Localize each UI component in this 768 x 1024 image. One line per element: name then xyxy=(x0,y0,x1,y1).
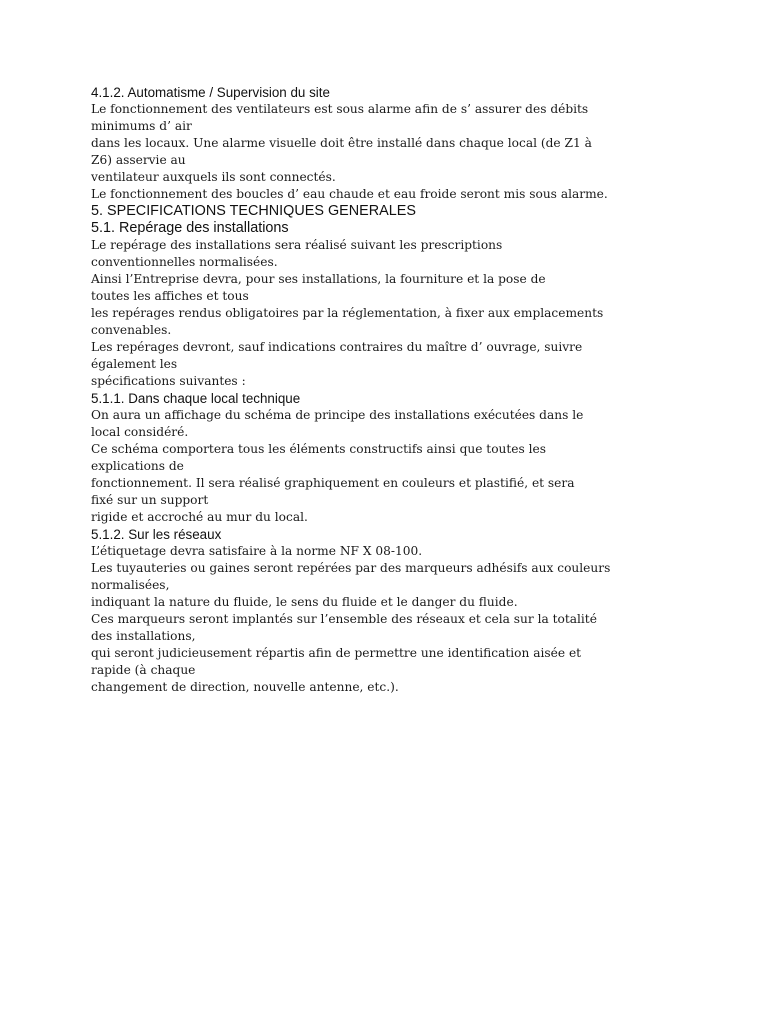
body-line: les repérages rendus obligatoires par la réglementation, à fixer aux emplacements xyxy=(91,306,604,320)
body-line: Le fonctionnement des ventilateurs est sous alarme afin de s’ assurer des débits xyxy=(91,102,589,116)
body-line: On aura un affichage du schéma de principe des installations exécutées dans le xyxy=(91,408,584,422)
body-line: Le repérage des installations sera réalisé suivant les prescriptions xyxy=(91,238,503,252)
body-line: fonctionnement. Il sera réalisé graphiquement en couleurs et plastifié, et sera xyxy=(91,476,575,490)
body-line: normalisées, xyxy=(91,578,170,592)
body-line: Ce schéma comportera tous les éléments constructifs ainsi que toutes les xyxy=(91,442,546,456)
body-line: L’étiquetage devra satisfaire à la norme NF X 08-100. xyxy=(91,544,423,558)
body-line: toutes les affiches et tous xyxy=(91,289,249,303)
body-line: fixé sur un support xyxy=(91,493,209,507)
section-heading-5-1-2: 5.1.2. Sur les réseaux xyxy=(91,527,222,542)
body-line: Z6) asservie au xyxy=(91,153,186,167)
body-line: conventionnelles normalisées. xyxy=(91,255,278,269)
body-line: changement de direction, nouvelle antenne, etc.). xyxy=(91,680,399,694)
body-line: également les xyxy=(91,357,178,371)
section-heading-5: 5. SPECIFICATIONS TECHNIQUES GENERALES xyxy=(91,203,416,219)
section-heading-5-1: 5.1. Repérage des installations xyxy=(91,220,289,236)
section-heading-5-1-1: 5.1.1. Dans chaque local technique xyxy=(91,391,301,406)
body-line: rigide et accroché au mur du local. xyxy=(91,510,308,524)
body-line: ventilateur auxquels ils sont connectés. xyxy=(91,170,336,184)
body-line: rapide (à chaque xyxy=(91,663,196,677)
body-line: minimums d’ air xyxy=(91,119,192,133)
section-heading-4-1-2: 4.1.2. Automatisme / Supervision du site xyxy=(91,85,330,100)
body-line: local considéré. xyxy=(91,425,189,439)
body-line: spécifications suivantes : xyxy=(91,374,246,388)
body-line: explications de xyxy=(91,459,184,473)
body-line: convenables. xyxy=(91,323,172,337)
body-line: qui seront judicieusement répartis afin de permettre une identification aisée et xyxy=(91,646,582,660)
body-line: des installations, xyxy=(91,629,196,643)
body-line: Le fonctionnement des boucles d’ eau chaude et eau froide seront mis sous alarme. xyxy=(91,187,608,201)
body-line: indiquant la nature du fluide, le sens du fluide et le danger du fluide. xyxy=(91,595,518,609)
body-line: Ainsi l’Entreprise devra, pour ses installations, la fourniture et la pose de xyxy=(91,272,546,286)
body-line: dans les locaux. Une alarme visuelle doit être installé dans chaque local (de Z1 à xyxy=(91,136,592,150)
document-page xyxy=(91,84,691,696)
body-line: Les repérages devront, sauf indications contraires du maître d’ ouvrage, suivre xyxy=(91,340,583,354)
body-line: Les tuyauteries ou gaines seront repérées par des marqueurs adhésifs aux couleurs xyxy=(91,561,611,575)
body-line: Ces marqueurs seront implantés sur l’ensemble des réseaux et cela sur la totalité xyxy=(91,612,597,626)
